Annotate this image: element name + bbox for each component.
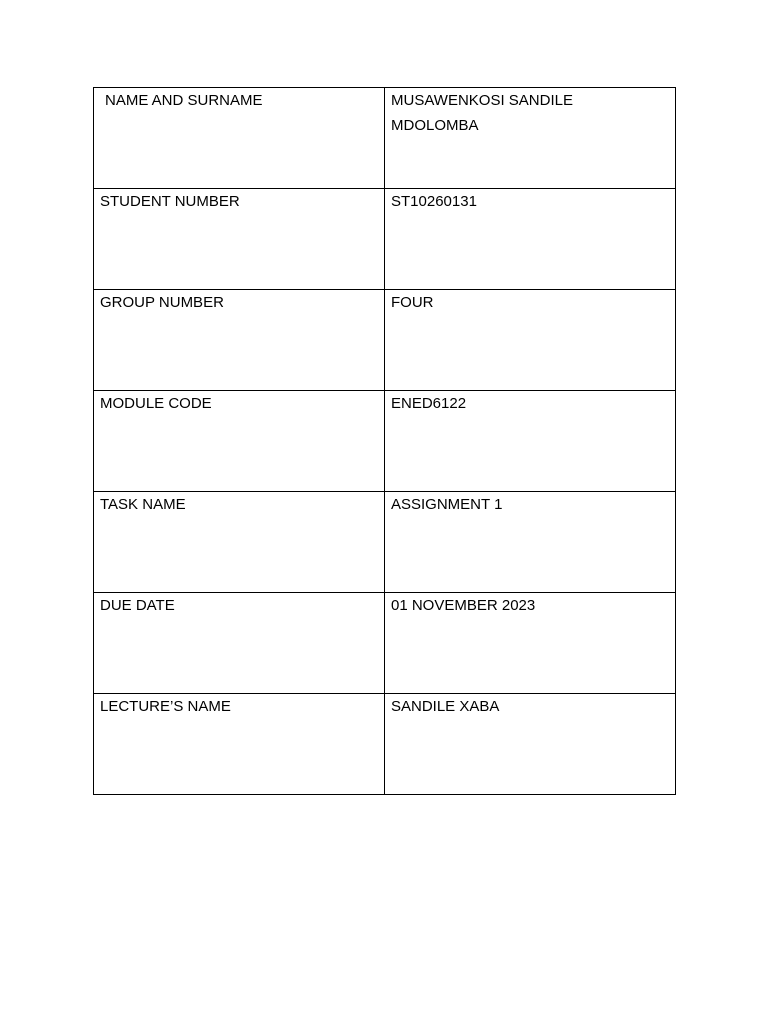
table-row-lecturer-name — [94, 694, 676, 795]
module-code-label: MODULE CODE — [100, 395, 212, 412]
table-row-group-number — [94, 290, 676, 391]
group-number-value-cell — [385, 290, 676, 391]
name-value — [385, 88, 675, 138]
name-value-line-2: MDOLOMBA — [391, 117, 479, 134]
due-date-label: DUE DATE — [100, 597, 175, 614]
group-number-label: GROUP NUMBER — [100, 294, 224, 311]
due-date-value: 01 NOVEMBER 2023 — [391, 597, 536, 614]
student-number-value-cell — [385, 189, 676, 290]
due-date-value-cell — [385, 593, 676, 694]
group-number-label-cell — [94, 290, 385, 391]
cover-sheet-table — [93, 87, 676, 795]
table-row-module-code — [94, 391, 676, 492]
task-name-value: ASSIGNMENT 1 — [391, 496, 503, 513]
table-row-name — [94, 88, 676, 189]
lecturer-name-value-cell — [385, 694, 676, 795]
student-number-label-cell — [94, 189, 385, 290]
task-name-value-cell — [385, 492, 676, 593]
lecturer-name-label: LECTURE’S NAME — [100, 698, 231, 715]
due-date-label-cell — [94, 593, 385, 694]
table-row-student-number — [94, 189, 676, 290]
name-value-cell — [385, 88, 676, 189]
module-code-value: ENED6122 — [391, 395, 467, 412]
student-number-value: ST10260131 — [391, 193, 477, 210]
name-label-cell — [94, 88, 385, 189]
name-label: NAME AND SURNAME — [105, 92, 263, 109]
module-code-value-cell — [385, 391, 676, 492]
task-name-label-cell — [94, 492, 385, 593]
task-name-label: TASK NAME — [100, 496, 186, 513]
name-value-line-1: MUSAWENKOSI SANDILE — [391, 92, 573, 109]
module-code-label-cell — [94, 391, 385, 492]
table-row-task-name — [94, 492, 676, 593]
lecturer-name-value: SANDILE XABA — [391, 698, 500, 715]
lecturer-name-label-cell — [94, 694, 385, 795]
table-row-due-date — [94, 593, 676, 694]
group-number-value: FOUR — [391, 294, 434, 311]
student-number-label: STUDENT NUMBER — [100, 193, 240, 210]
